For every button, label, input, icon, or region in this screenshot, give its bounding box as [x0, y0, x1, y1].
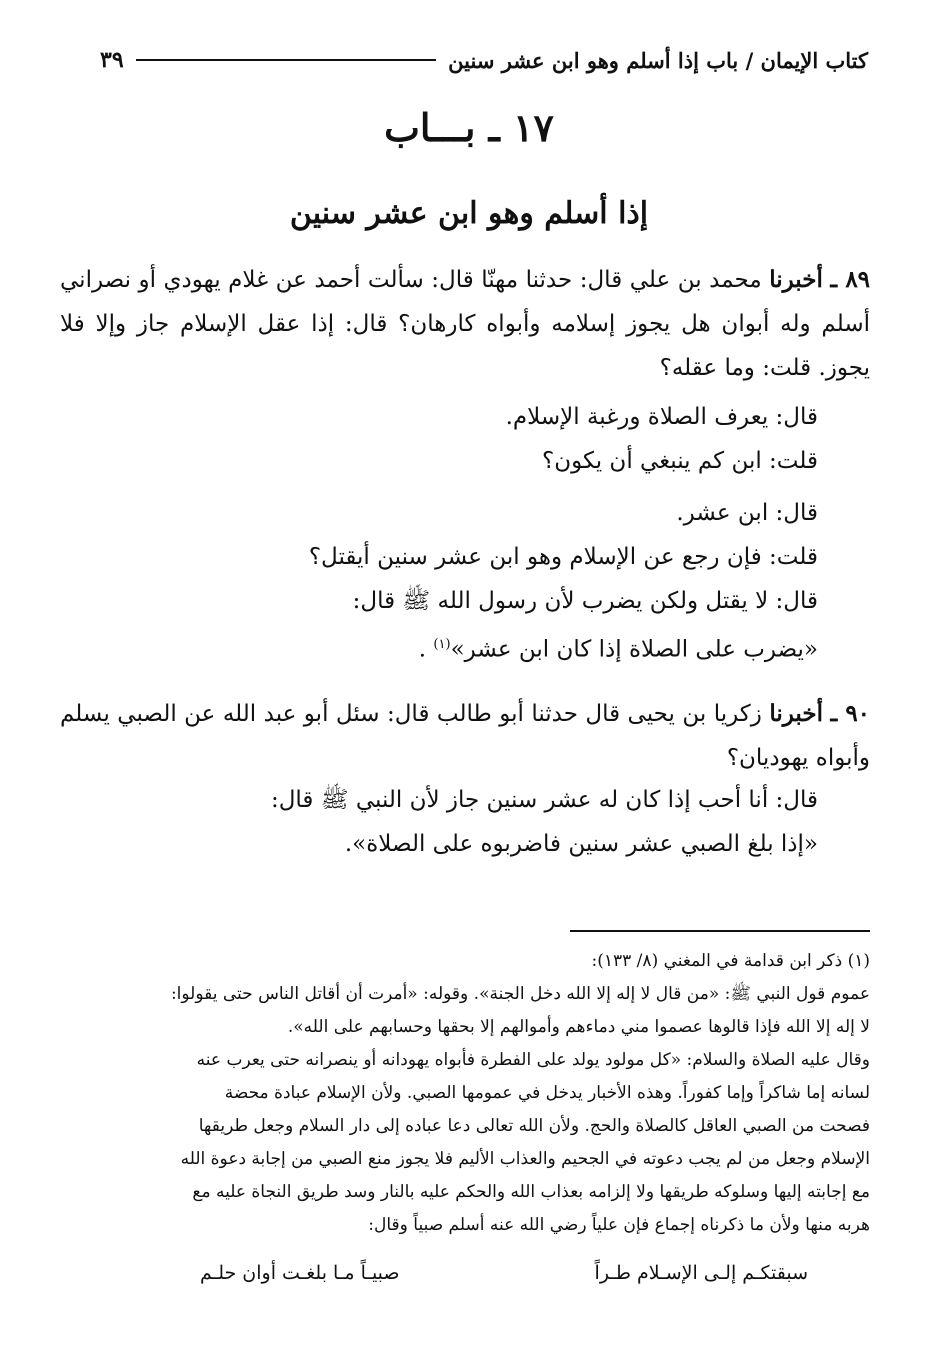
hadith-89-number: ٨٩ ـ — [830, 266, 871, 293]
prophetic-quote: «يضرب على الصلاة إذا كان ابن عشر» — [450, 636, 818, 663]
hadith-90-paragraph — [60, 692, 870, 780]
running-header — [100, 40, 868, 80]
dialogue-line-quote — [60, 623, 818, 672]
footnotes — [60, 945, 870, 1242]
quote-end: . — [418, 636, 427, 663]
footnote-line: (١) ذكر ابن قدامة في المغني (٨/ ١٣٣): — [591, 951, 870, 971]
verse-first-hemistich: سبقتكـم إلـى الإسـلام طـراً — [594, 1262, 808, 1284]
hadith-89-paragraph — [60, 258, 870, 390]
hadith-89-dialogue — [60, 395, 818, 672]
hadith-90-dialogue — [60, 778, 818, 866]
footnote-line: عموم قول النبي ﷺ: «من قال لا إله إلا الله دخل الجنة». وقوله: «أمرت أن أقاتل الناس حتى يقولوا: — [170, 984, 870, 1004]
footnote-line: لا إله إلا الله فإذا قالوها عصموا مني دماءهم وأموالهم إلا بحقها وحسابهم على الله». — [287, 1017, 870, 1037]
hadith-90-text: زكريا بن يحيى قال حدثنا أبو طالب قال: سئل أبو عبد الله عن الصبي يسلم وأبواه يهوديان؟ — [60, 701, 870, 771]
chapter-title: إذا أسلم وهو ابن عشر سنين — [289, 196, 649, 231]
dialogue-line: قلت: ابن كم ينبغي أن يكون؟ — [542, 448, 818, 474]
footnote-line: مع إجابته إليها وسلوكه طريقها ولا إلزامه بعذاب الله والحكم عليه بالنار وسد طريق النجاة عليه مع — [192, 1182, 870, 1202]
footnote-line: لسانه إما شاكراً وإما كفوراً. وهذه الأخبار يدخل في عمومها الصبي. ولأن الإسلام عبادة محضة — [224, 1083, 870, 1103]
footnote-line: هربه منها ولأن ما ذكرناه إجماع فإن علياً رضي الله عنه أسلم صبياً وقال: — [368, 1215, 870, 1235]
dialogue-line: «إذا بلغ الصبي عشر سنين فاضربوه على الصلاة». — [344, 831, 818, 857]
hadith-89-lead: أخبرنا — [769, 266, 823, 293]
poetry-verse — [200, 1262, 808, 1284]
page-number: ٣٩ — [100, 47, 124, 73]
header-rule — [136, 59, 437, 61]
footnote-line: فصحت من الصبي العاقل كالصلاة والحج. ولأن الله تعالى دعا عباده إلى دار السلام وجعل طريقها — [198, 1116, 870, 1136]
footnote-line: وقال عليه الصلاة والسلام: «كل مولود يولد على الفطرة فأبواه يهودانه أو ينصرانه حتى يعرب عنه — [196, 1050, 870, 1070]
hadith-90-number: ٩٠ ـ — [830, 700, 871, 727]
dialogue-line: قال: يعرف الصلاة ورغبة الإسلام. — [505, 404, 818, 430]
dialogue-line: قال: أنا أحب إذا كان له عشر سنين جاز لأن النبي ﷺ قال: — [270, 787, 818, 813]
hadith-90-lead: أخبرنا — [769, 700, 823, 727]
hadith-89-text: محمد بن علي قال: حدثنا مهنّا قال: سألت أحمد عن غلام يهودي أو نصراني أسلم وله أبوان هل يجوز إسلامه وأبواه كارهان؟ قال: إذا عقل الإسلام جاز وإلا فلا يجوز. قلت: وما عقله؟ — [60, 267, 870, 381]
footnote-marker: (١) — [433, 637, 451, 652]
footnote-line: الإسلام وجعل من لم يجب دعوته في الجحيم والعذاب الأليم فلا يجوز منع الصبي من إجابة دعوة الله — [180, 1149, 870, 1169]
dialogue-line: قال: لا يقتل ولكن يضرب لأن رسول الله ﷺ قال: — [352, 588, 818, 614]
dialogue-line: قلت: فإن رجع عن الإسلام وهو ابن عشر سنين أيقتل؟ — [308, 544, 818, 570]
dialogue-line: قال: ابن عشر. — [676, 500, 818, 526]
chapter-number: ١٧ ـ بـــاب — [384, 105, 554, 150]
running-title: كتاب الإيمان / باب إذا أسلم وهو ابن عشر سنين — [448, 47, 868, 73]
footnote-separator — [570, 930, 870, 932]
verse-second-hemistich: صبيـاً مـا بلغـت أوان حلـم — [200, 1262, 400, 1284]
